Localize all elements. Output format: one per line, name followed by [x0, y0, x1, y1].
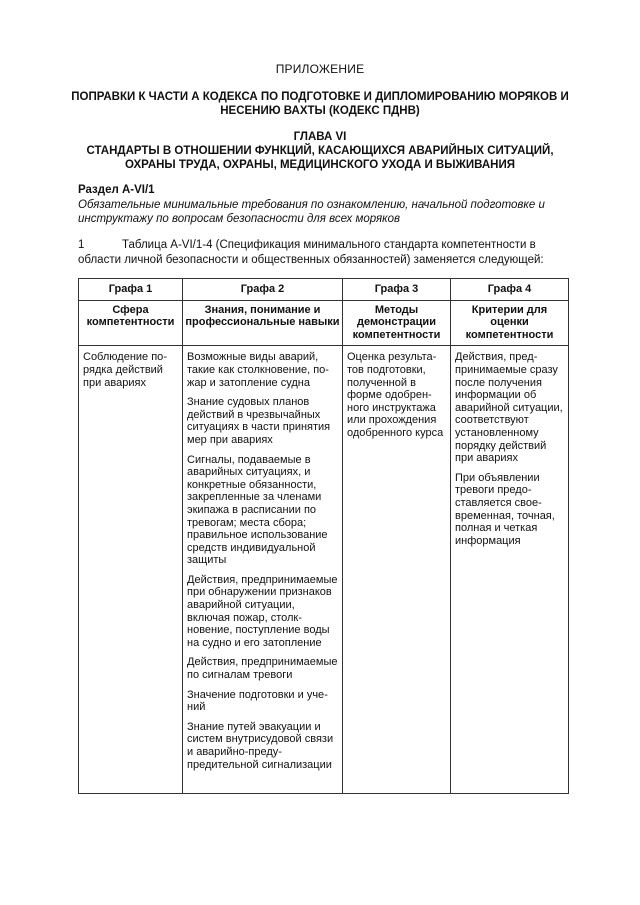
- paragraph-text: Таблица A-VI/1-4 (Спецификация минимального стандарта компетентности в области личной безопасности и общественных обязанностей) заменяется следующей:: [78, 239, 544, 266]
- paragraph-1: [78, 238, 568, 268]
- cell-criteria: [451, 346, 569, 794]
- column-header-knowledge: Знания, понимание и профессиональные навыки: [183, 300, 343, 346]
- chapter-label: ГЛАВА VI: [293, 131, 347, 143]
- paragraph-number: 1: [78, 239, 85, 251]
- cell-paragraph: Оценка результатов подготовки, полученной в форме одобренного инструктажа или прохождения одобренного курса: [347, 351, 444, 439]
- amendments-title: ПОПРАВКИ К ЧАСТИ А КОДЕКСА ПО ПОДГОТОВКЕ И ДИПЛОМИРОВАНИЮ МОРЯКОВ И НЕСЕНИЮ ВАХТЫ (КОДЕКС ПДНВ): [71, 91, 569, 117]
- column-header-criteria: Критерии для оценки компетентности: [451, 300, 569, 346]
- grafa-4-header: Графа 4: [451, 279, 569, 301]
- cell-paragraph: При объявлении тревоги предоставляется своевременная, точная, полная и четкая информация: [455, 471, 555, 547]
- cell-paragraph: Значение подготовки и учений: [187, 688, 328, 714]
- column-header-competence: Сфера компетентности: [79, 300, 183, 346]
- cell-paragraph: Знание путей эвакуации и систем внутрисудовой связи и аварийно-предупредительной сигнализации: [187, 720, 334, 771]
- column-headers-row: [79, 300, 569, 346]
- table-row: [79, 346, 569, 794]
- competence-table: [78, 278, 569, 794]
- chapter-title-block: [60, 130, 580, 172]
- cell-competence: [79, 346, 183, 794]
- cell-methods: [343, 346, 451, 794]
- grafa-2-header: Графа 2: [183, 279, 343, 301]
- grafa-3-header: Графа 3: [343, 279, 451, 301]
- column-header-methods: Методы демонстрации компетентности: [343, 300, 451, 346]
- grafa-row: [79, 279, 569, 301]
- cell-paragraph: Действия, предпринимаемые по сигналам тревоги: [187, 656, 338, 682]
- cell-paragraph: Соблюдение порядка действий при авариях: [83, 351, 167, 389]
- chapter-title: СТАНДАРТЫ В ОТНОШЕНИИ ФУНКЦИЙ, КАСАЮЩИХСЯ АВАРИЙНЫХ СИТУАЦИЙ, ОХРАНЫ ТРУДА, ОХРАНЫ, МЕДИЦИНСКОГО УХОДА И ВЫЖИВАНИЯ: [86, 145, 554, 171]
- cell-paragraph: Сигналы, подаваемые в аварийных ситуациях, и конкретные обязанности, закрепленные за членами экипажа в расписании по тревогам; места сбора; правильное использование средств индивидуальной защиты: [187, 453, 328, 567]
- grafa-1-header: Графа 1: [79, 279, 183, 301]
- section-description: Обязательные минимальные требования по ознакомлению, начальной подготовке и инструктажу по вопросам безопасности для всех моряков: [78, 199, 545, 225]
- cell-paragraph: Знание судовых планов действий в чрезвычайных ситуациях в части принятия мер при авариях: [187, 396, 331, 446]
- cell-paragraph: Возможные виды аварий, такие как столкновение, пожар и затопление судна: [187, 351, 329, 389]
- cell-paragraph: Действия, предпринимаемые сразу после получения информации об аварийной ситуации, соответствуют установленному порядку действий при авариях: [455, 351, 563, 465]
- cell-paragraph: Действия, предпринимаемые при обнаружении признаков аварийной ситуации, включая пожар, столкновение, поступление воды на судно и его затопление: [187, 573, 338, 649]
- section-heading: Раздел A-VI/1: [78, 184, 155, 196]
- appendix-label: ПРИЛОЖЕНИЕ: [275, 62, 365, 76]
- cell-knowledge: [183, 346, 343, 794]
